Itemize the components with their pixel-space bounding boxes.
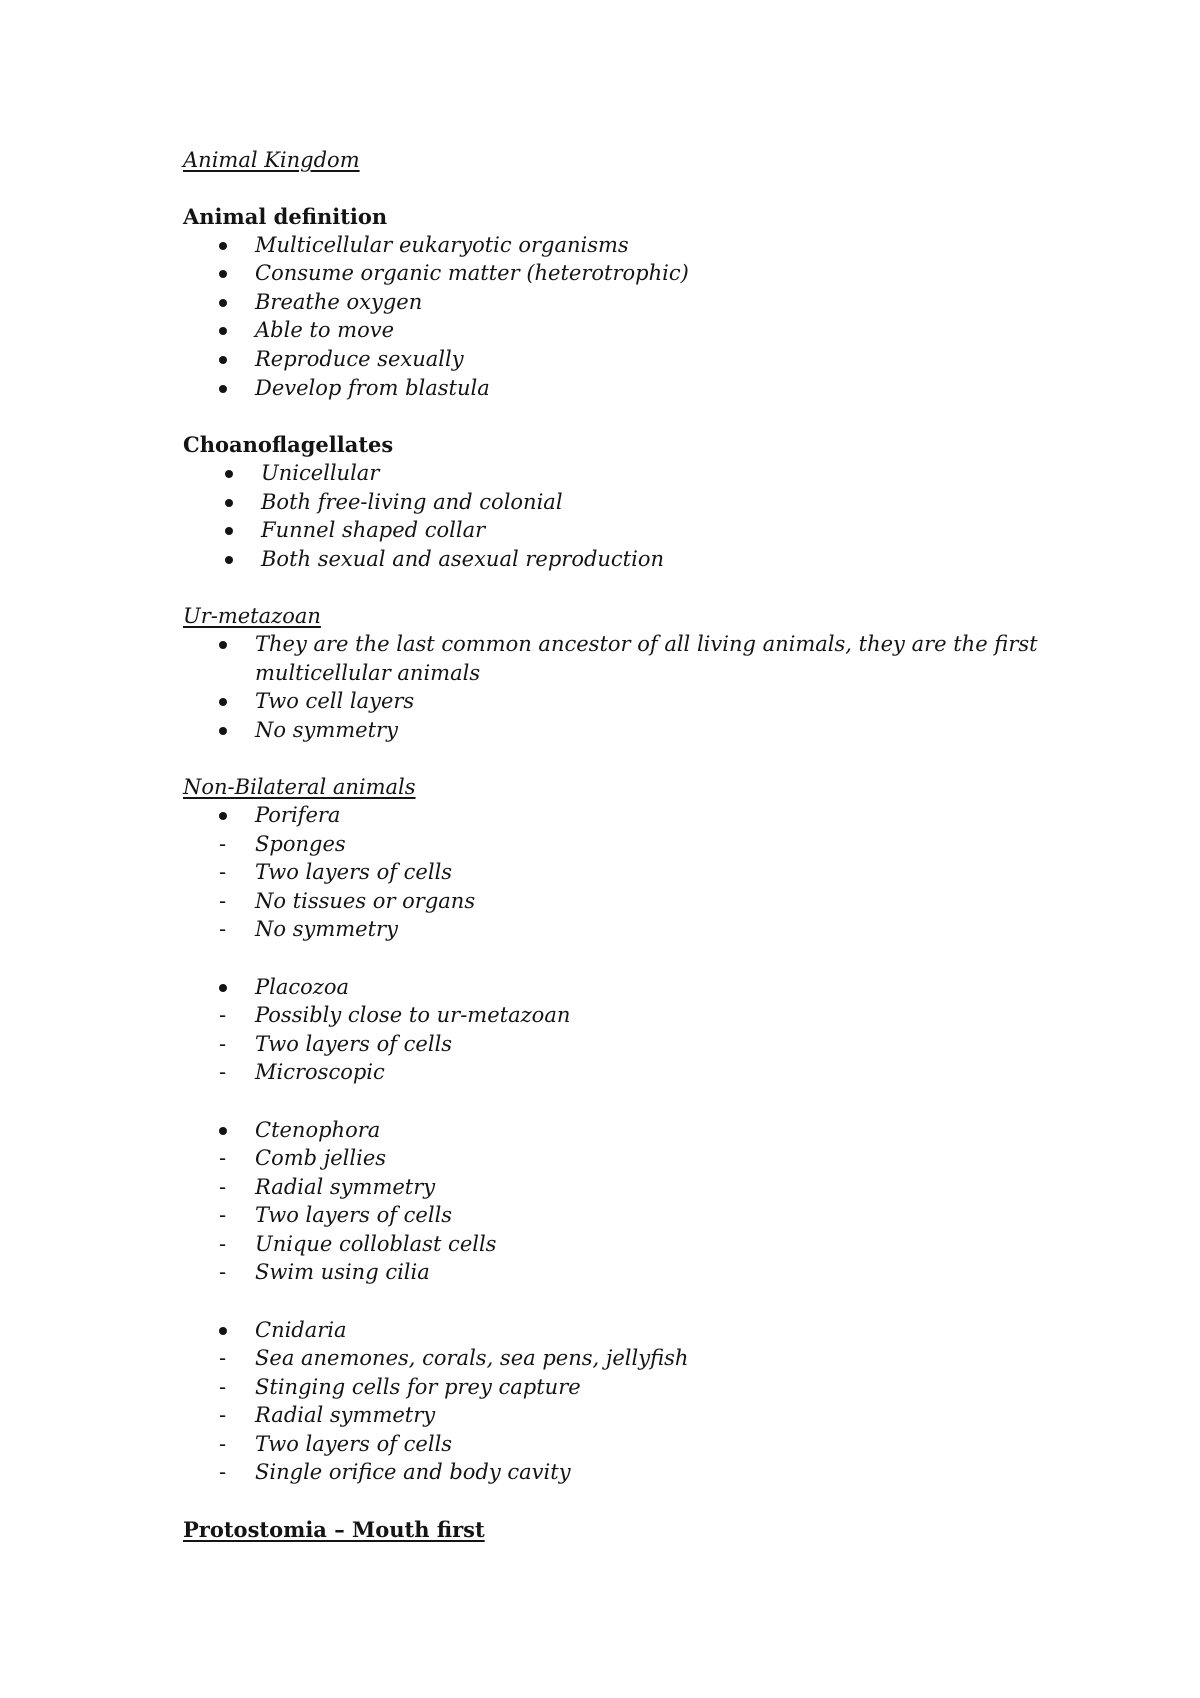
bullet-icon [225,556,233,564]
detail-item: Unique colloblast cells [255,1232,497,1256]
detail-item: Possibly close to ur-metazoan [255,1003,571,1027]
bullet-icon [219,270,227,278]
list-item-continuation: multicellular animals [255,661,481,685]
bullet-icon [219,1327,227,1335]
bullet-icon [225,470,233,478]
dash-icon: - [219,1175,227,1199]
dash-icon: - [219,1403,227,1427]
list-item: Two cell layers [255,689,415,713]
dash-icon: - [219,1232,227,1256]
dash-icon: - [219,1375,227,1399]
detail-item: Single orifice and body cavity [255,1460,571,1484]
list-item: Multicellular eukaryotic organisms [255,233,629,257]
dash-icon: - [219,917,227,941]
section-heading-ur-metazoan: Ur-metazoan [183,604,321,628]
list-item: Both free-living and colonial [261,490,563,514]
list-item: Able to move [255,318,395,342]
dash-icon: - [219,1203,227,1227]
list-item: Unicellular [261,461,380,485]
detail-item: Comb jellies [255,1146,387,1170]
section-heading-choanoflagellates: Choanoflagellates [183,432,394,457]
bullet-icon [219,727,227,735]
list-item: Consume organic matter (heterotrophic) [255,261,689,285]
dash-icon: - [219,1032,227,1056]
bullet-icon [219,385,227,393]
list-item: Breathe oxygen [255,290,423,314]
dash-icon: - [219,1460,227,1484]
dash-icon: - [219,1146,227,1170]
detail-item: Two layers of cells [255,1432,453,1456]
bullet-icon [219,812,227,820]
dash-icon: - [219,1260,227,1284]
detail-item: No symmetry [255,917,398,941]
detail-item: Stinging cells for prey capture [255,1375,581,1399]
bullet-icon [219,327,227,335]
dash-icon: - [219,832,227,856]
bullet-icon [219,356,227,364]
detail-item: No tissues or organs [255,889,476,913]
group-name-placozoa: Placozoa [255,975,349,999]
group-name-porifera: Porifera [255,803,341,827]
bullet-icon [219,641,227,649]
detail-item: Two layers of cells [255,1032,453,1056]
dash-icon: - [219,1346,227,1370]
section-heading-animal-definition: Animal definition [183,204,388,229]
detail-item: Radial symmetry [255,1403,436,1427]
list-item: Develop from blastula [255,376,490,400]
dash-icon: - [219,1060,227,1084]
dash-icon: - [219,889,227,913]
list-item: Reproduce sexually [255,347,464,371]
detail-item: Two layers of cells [255,860,453,884]
bullet-icon [225,527,233,535]
detail-item: Sea anemones, corals, sea pens, jellyfish [255,1346,689,1370]
list-item: No symmetry [255,718,398,742]
section-heading-protostomia: Protostomia – Mouth first [183,1517,485,1542]
detail-item: Radial symmetry [255,1175,436,1199]
group-name-cnidaria: Cnidaria [255,1318,347,1342]
detail-item: Sponges [255,832,346,856]
detail-item: Swim using cilia [255,1260,430,1284]
bullet-icon [219,242,227,250]
bullet-icon [219,299,227,307]
bullet-icon [219,698,227,706]
bullet-icon [225,499,233,507]
bullet-icon [219,1127,227,1135]
dash-icon: - [219,1003,227,1027]
list-item: Funnel shaped collar [261,518,486,542]
group-name-ctenophora: Ctenophora [255,1118,381,1142]
dash-icon: - [219,1432,227,1456]
dash-icon: - [219,860,227,884]
section-heading-non-bilateral: Non-Bilateral animals [183,775,416,799]
detail-item: Two layers of cells [255,1203,453,1227]
detail-item: Microscopic [255,1060,385,1084]
list-item: They are the last common ancestor of all living animals, they are the first [255,632,1038,656]
document-title: Animal Kingdom [183,148,360,172]
list-item: Both sexual and asexual reproduction [261,547,665,571]
bullet-icon [219,984,227,992]
